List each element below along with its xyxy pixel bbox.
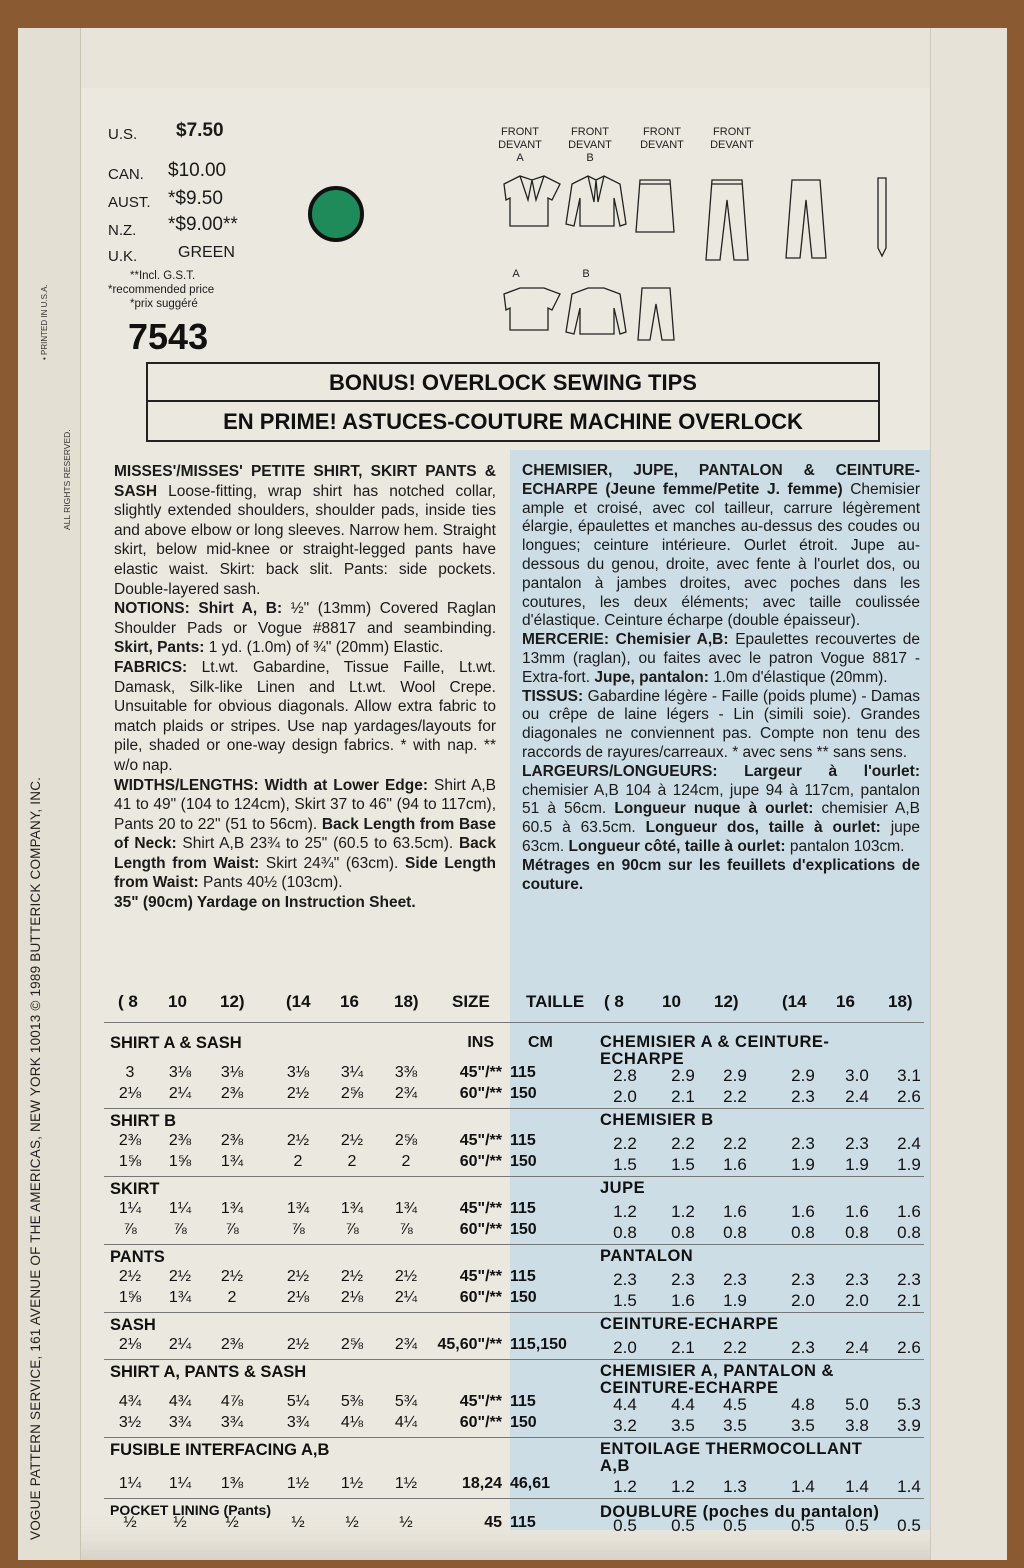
yardage-cell-en: 1¼	[118, 1200, 142, 1217]
yardage-cell-fr: 5.3	[897, 1395, 921, 1414]
yardage-ins: 18,24	[461, 1475, 502, 1492]
yardage-cell-fr: 0.5	[845, 1516, 869, 1535]
yardage-cell-en: 1⅝	[118, 1289, 142, 1306]
yardage-cell-en: 3¼	[340, 1064, 364, 1081]
yardage-cell-fr: 2.3	[613, 1270, 637, 1289]
mercerie-text2: 1.0m d'élastique (20mm).	[708, 668, 888, 686]
section-title-fr: JUPE	[600, 1179, 646, 1197]
yardage-cell-en: 1¼	[118, 1475, 142, 1492]
yardage-cell-en: 1½	[394, 1475, 418, 1492]
metrages-note: Métrages en 90cm sur les feuillets d'explications de couture.	[522, 856, 920, 893]
section-title-fr: CHEMISIER A, PANTALON & CEINTURE-ECHARPE	[600, 1362, 834, 1397]
yardage-cell-en: ½	[345, 1514, 359, 1531]
yardage-cell-en: 2⅛	[118, 1336, 142, 1353]
yardage-cell-en: 4¼	[394, 1414, 418, 1431]
yardage-cell-en: 2⅜	[220, 1132, 244, 1149]
yardage-cell-en: 3½	[118, 1414, 142, 1431]
desc-fr-title: CHEMISIER, JUPE, PANTALON & CEINTURE-ECHARPE (Jeune femme/Petite J. femme)	[522, 462, 920, 498]
yardage-cell-en: 2⅝	[394, 1132, 418, 1149]
yardage-cell-fr: 3.0	[845, 1066, 869, 1085]
yardage-cell-en: 1¾	[168, 1289, 192, 1306]
yardage-cell-fr: 1.9	[791, 1155, 815, 1174]
yardage-cell-en: 2⅝	[340, 1336, 364, 1353]
yardage-cell-fr: 2.4	[845, 1087, 869, 1106]
size-header-en: 12)	[220, 992, 245, 1011]
yardage-cell-en: 2½	[286, 1085, 310, 1102]
yardage-cell-en: 2⅜	[168, 1132, 192, 1149]
yardage-cell-en: 2½	[220, 1268, 244, 1285]
yardage-note: 35" (90cm) Yardage on Instruction Sheet.	[114, 894, 416, 912]
yardage-cell-en: 2½	[286, 1132, 310, 1149]
yardage-cm: 150	[510, 1289, 537, 1306]
yardage-cell-fr: 1.2	[671, 1202, 695, 1221]
yardage-cm: 115	[510, 1064, 536, 1081]
yardage-cell-en: 2½	[286, 1268, 310, 1285]
table-rule	[104, 1108, 924, 1109]
yardage-cell-en: 2¼	[168, 1336, 192, 1353]
yardage-cell-fr: 0.5	[671, 1516, 695, 1535]
yardage-cell-en: ⅞	[399, 1221, 413, 1238]
view-label-back-b: B	[582, 268, 590, 280]
yardage-cell-en: 1⅝	[168, 1153, 192, 1170]
yardage-cell-fr: 4.4	[671, 1395, 695, 1414]
yardage-cell-en: 1½	[340, 1475, 364, 1492]
section-title-fr: CHEMISIER B	[600, 1111, 714, 1129]
yardage-cell-fr: 1.4	[845, 1477, 869, 1496]
yardage-cell-en: 3	[125, 1064, 135, 1081]
yardage-cm: 150	[510, 1414, 537, 1431]
yardage-cell-fr: 0.8	[897, 1223, 921, 1242]
yardage-cell-fr: 2.8	[613, 1066, 637, 1085]
yardage-cm: 115	[510, 1200, 536, 1217]
yardage-cell-en: ⅞	[123, 1221, 137, 1238]
desc-en-body: Loose-fitting, wrap shirt has notched collar, slightly extended shoulders, shoulder pads, inside ties and above elbow or long sleeves. Narrow hem. Straight skirt, below mid-knee or straight-legged pants have elastic waist. Skirt: back slit. Pants: side pockets. Double-layered sash.	[114, 482, 496, 598]
yardage-cell-en: 1¾	[286, 1200, 310, 1217]
yardage-cell-fr: 0.8	[845, 1223, 869, 1242]
price-can-label: CAN.	[108, 166, 144, 183]
back-waist-text: Skirt 24¾" (63cm).	[259, 854, 405, 872]
pants-back-icon	[638, 288, 674, 340]
price-can-value: $10.00	[168, 160, 227, 181]
section-title-fr: DOUBLURE (poches du pantalon)	[600, 1503, 880, 1521]
yardage-cell-en: 2½	[394, 1268, 418, 1285]
yardage-ins: 45,60"/**	[437, 1336, 502, 1353]
banner-french: EN PRIME! ASTUCES-COUTURE MACHINE OVERLOCK	[146, 400, 880, 442]
yardage-cell-fr: 1.2	[613, 1477, 637, 1496]
yardage-cell-fr: 1.2	[671, 1477, 695, 1496]
yardage-cell-fr: 2.4	[845, 1338, 869, 1357]
garment-sketches	[490, 170, 910, 350]
yardage-cell-fr: 2.3	[791, 1270, 815, 1289]
yardage-cell-en: 3¾	[286, 1414, 310, 1431]
size-header-fr: 12)	[714, 992, 739, 1011]
yardage-cell-en: 3⅛	[286, 1064, 310, 1081]
back-length-label: Back Length from Base of Neck:	[114, 815, 496, 853]
ins-label: INS	[467, 1034, 494, 1051]
yardage-cell-fr: 0.5	[791, 1516, 815, 1535]
yardage-cell-fr: 3.5	[671, 1416, 695, 1435]
price-nz-label: N.Z.	[108, 222, 137, 239]
section-title-fr: CHEMISIER A & CEINTURE- ECHARPE	[600, 1033, 830, 1068]
yardage-cell-fr: 0.5	[613, 1516, 637, 1535]
yardage-cell-fr: 1.6	[845, 1202, 869, 1221]
yardage-cell-en: ⅞	[291, 1221, 305, 1238]
tissus-text: Gabardine légère - Faille (poids plume) - Damas ou crêpe de laine légers - Lin (simili soie). Grandes diagonales ne conviennent pas. Compte non tenu des raccords de rayures/carreaux. * avec sens ** sans sens.	[522, 687, 920, 761]
back-waist-label: Back Length from Waist:	[114, 835, 496, 872]
sash-icon	[878, 178, 886, 256]
table-rule	[104, 1022, 924, 1023]
shirt-a-back-icon	[504, 288, 560, 330]
yardage-cm: 150	[510, 1085, 537, 1102]
yardage-cell-fr: 4.4	[613, 1395, 637, 1414]
yardage-cell-en: 5⅜	[340, 1393, 364, 1410]
yardage-cell-en: 4⅞	[220, 1393, 244, 1410]
yardage-cell-fr: 1.5	[671, 1155, 695, 1174]
desc-en-title: MISSES'/MISSES' PETITE SHIRT, SKIRT PANTS & SASH	[114, 463, 496, 500]
yardage-ins: 60"/**	[459, 1289, 502, 1306]
yardage-cell-fr: 2.6	[897, 1338, 921, 1357]
widths-text: Shirt A,B 41 to 49" (104 to 124cm), Skirt 37 to 46" (94 to 117cm), Pants 20 to 22" (51 to 56cm).	[114, 776, 496, 833]
yardage-cell-en: 2½	[340, 1132, 364, 1149]
yardage-cm: 46,61	[510, 1475, 551, 1492]
size-header-en: 18)	[394, 992, 419, 1011]
yardage-cell-en: 2⅜	[220, 1336, 244, 1353]
yardage-cell-fr: 1.6	[791, 1202, 815, 1221]
yardage-cell-fr: 2.6	[897, 1087, 921, 1106]
yardage-cell-fr: 3.5	[723, 1416, 747, 1435]
yardage-cell-fr: 0.8	[671, 1223, 695, 1242]
yardage-cell-fr: 2.4	[897, 1134, 921, 1153]
yardage-ins: 60"/**	[459, 1085, 502, 1102]
view-label-front-b: FRONT DEVANT B	[568, 126, 612, 164]
yardage-cell-en: 1⅝	[118, 1153, 142, 1170]
yardage-cell-en: 1⅜	[220, 1475, 244, 1492]
yardage-cell-en: 2½	[118, 1268, 142, 1285]
size-header-fr: 16	[836, 992, 855, 1011]
yardage-cell-en: 4⅛	[340, 1414, 364, 1431]
yardage-cell-en: 2¼	[394, 1289, 418, 1306]
yardage-ins: 45"/**	[459, 1268, 502, 1285]
yardage-cell-fr: 3.8	[845, 1416, 869, 1435]
price-nz-value: *$9.00**	[168, 214, 238, 235]
yardage-cell-en: 1¼	[168, 1200, 192, 1217]
yardage-cell-fr: 1.9	[897, 1155, 921, 1174]
yardage-cell-fr: 1.5	[613, 1155, 637, 1174]
view-label-pants: FRONT DEVANT	[710, 126, 754, 151]
cm-label: CM	[528, 1034, 553, 1051]
yardage-cell-fr: 1.9	[723, 1291, 747, 1310]
yardage-cell-en: 2⅛	[340, 1289, 364, 1306]
yardage-cell-en: 3⅛	[220, 1064, 244, 1081]
section-title-en: PANTS	[110, 1248, 165, 1266]
yardage-cell-fr: 0.5	[897, 1516, 921, 1535]
dos-label: Longueur dos, taille à ourlet:	[645, 819, 881, 837]
yardage-cell-en: ½	[225, 1514, 239, 1531]
widths-label: WIDTHS/LENGTHS: Width at Lower Edge:	[114, 776, 428, 794]
yardage-cell-en: 2	[347, 1153, 357, 1170]
yardage-cell-fr: 2.0	[613, 1338, 637, 1357]
yardage-cell-en: 2	[227, 1289, 237, 1306]
table-rule	[104, 1437, 924, 1438]
yardage-cell-fr: 2.2	[723, 1087, 747, 1106]
cote-label: Longueur côté, taille à ourlet:	[568, 837, 786, 855]
fabrics-text: Lt.wt. Gabardine, Tissue Faille, Lt.wt. Damask, Silk-like Linen and Lt.wt. Wool Crepe. Unsuitable for obvious diagonals. Allow extra fabric to match plaids or stripes. Use nap yardages/layouts for pile, shaded or one-way design fabrics. * with nap. ** w/o nap.	[114, 658, 496, 774]
yardage-cell-en: 2⅛	[118, 1085, 142, 1102]
description-french	[522, 462, 920, 894]
nuque-label: Longueur nuque à ourlet:	[614, 800, 814, 818]
green-dot-icon	[308, 186, 364, 242]
table-rule	[104, 1244, 924, 1245]
gst-note: **Incl. G.S.T.	[130, 270, 196, 282]
yardage-cell-fr: 2.9	[671, 1066, 695, 1085]
yardage-cell-en: 3¾	[168, 1414, 192, 1431]
description-english	[114, 462, 496, 913]
section-title-en: POCKET LINING (Pants)	[110, 1502, 272, 1518]
yardage-cell-en: 4¾	[168, 1393, 192, 1410]
view-label-back-a: A	[512, 268, 520, 280]
yardage-cell-en: 2	[401, 1153, 411, 1170]
yardage-cell-en: ⅞	[345, 1221, 359, 1238]
yardage-cell-en: ½	[291, 1514, 305, 1531]
yardage-cell-en: 5¾	[394, 1393, 418, 1410]
price-aust-label: AUST.	[108, 194, 151, 211]
yardage-ins: 60"/**	[459, 1153, 502, 1170]
yardage-cm: 115	[510, 1393, 536, 1410]
yardage-cell-fr: 3.1	[897, 1066, 921, 1085]
yardage-cell-en: 3⅜	[394, 1064, 418, 1081]
spine-printed: • PRINTED IN U.S.A.	[40, 284, 49, 360]
yardage-cell-fr: 1.5	[613, 1291, 637, 1310]
size-header-fr: 18)	[888, 992, 913, 1011]
table-rule	[104, 1176, 924, 1177]
yardage-cell-en: 2½	[286, 1336, 310, 1353]
yardage-cell-fr: 0.8	[723, 1223, 747, 1242]
table-rule	[104, 1312, 924, 1313]
section-title-en: FUSIBLE INTERFACING A,B	[110, 1441, 330, 1459]
yardage-cell-fr: 2.3	[845, 1270, 869, 1289]
section-title-fr: CEINTURE-ECHARPE	[600, 1315, 779, 1333]
section-title-en: SHIRT A & SASH	[110, 1034, 242, 1052]
yardage-cell-en: 2¾	[394, 1085, 418, 1102]
yardage-cell-fr: 1.9	[845, 1155, 869, 1174]
yardage-cell-fr: 1.6	[897, 1202, 921, 1221]
yardage-cell-fr: 4.8	[791, 1395, 815, 1414]
yardage-cell-fr: 1.3	[723, 1477, 747, 1496]
size-header-fr: (14	[782, 992, 807, 1011]
yardage-cell-en: 3¾	[220, 1414, 244, 1431]
size-header-en: 10	[168, 992, 187, 1011]
yardage-cell-fr: 2.3	[845, 1134, 869, 1153]
recommended-note: *recommended price	[108, 284, 215, 296]
yardage-cell-en: 1¾	[340, 1200, 364, 1217]
mercerie-text: Epaulettes recouvertes de 13mm (raglan), ou faites avec le patron Vogue 8817 - Extra-fort.	[522, 631, 920, 686]
largeurs-text: chemisier A,B 104 à 124cm, jupe 94 à 117cm, pantalon 51 à 56cm.	[522, 781, 920, 818]
shirt-a-front-icon	[504, 176, 560, 226]
section-title-en: SASH	[110, 1316, 156, 1334]
pants-alt-icon	[786, 180, 826, 258]
yardage-cell-fr: 0.8	[613, 1223, 637, 1242]
mercerie-label: MERCERIE: Chemisier A,B:	[522, 631, 729, 649]
yardage-cm: 150	[510, 1153, 537, 1170]
yardage-cell-fr: 2.3	[897, 1270, 921, 1289]
yardage-cell-fr: 2.9	[723, 1066, 747, 1085]
table-rule	[104, 1498, 924, 1499]
yardage-cell-fr: 1.4	[791, 1477, 815, 1496]
size-header-fr: ( 8	[604, 992, 624, 1011]
yardage-cell-fr: 2.2	[723, 1338, 747, 1357]
spine-address: VOGUE PATTERN SERVICE, 161 AVENUE OF THE AMERICAS, NEW YORK 10013 © 1989 BUTTERICK COMPANY, INC.	[28, 776, 43, 1540]
mercerie-label2: Jupe, pantalon:	[594, 668, 709, 686]
top-flap	[80, 28, 930, 88]
size-label: SIZE	[452, 992, 490, 1011]
section-title-en: SHIRT B	[110, 1112, 176, 1130]
taille-label: TAILLE	[526, 992, 585, 1011]
yardage-cell-en: 1½	[286, 1475, 310, 1492]
largeurs-label: LARGEURS/LONGUEURS: Largeur à l'ourlet:	[522, 762, 920, 780]
yardage-cell-fr: 1.4	[897, 1477, 921, 1496]
yardage-ins: 45"/**	[459, 1200, 502, 1217]
yardage-cell-en: ½	[399, 1514, 413, 1531]
yardage-cell-fr: 3.9	[897, 1416, 921, 1435]
yardage-cell-fr: 2.3	[723, 1270, 747, 1289]
yardage-cell-fr: 2.2	[671, 1134, 695, 1153]
yardage-cell-en: 1¾	[220, 1153, 244, 1170]
yardage-cell-en: 2¾	[394, 1336, 418, 1353]
yardage-cell-en: 2¼	[168, 1085, 192, 1102]
spine-rights: ALL RIGHTS RESERVED.	[62, 429, 72, 530]
notions-label: NOTIONS: Shirt A, B:	[114, 600, 283, 618]
yardage-cell-en: 2⅜	[118, 1132, 142, 1149]
price-us-value: $7.50	[176, 120, 224, 141]
yardage-cell-fr: 1.6	[723, 1155, 747, 1174]
pants-front-icon	[706, 180, 748, 260]
notions-text2: 1 yd. (1.0m) of ¾" (20mm) Elastic.	[204, 639, 444, 657]
yardage-cell-fr: 0.5	[723, 1516, 747, 1535]
banner-english: BONUS! OVERLOCK SEWING TIPS	[146, 362, 880, 402]
yardage-cell-fr: 2.3	[791, 1087, 815, 1106]
yardage-cell-en: 2	[293, 1153, 303, 1170]
price-us-label: U.S.	[108, 126, 138, 143]
dos-text: jupe 63cm.	[522, 819, 920, 855]
section-title-fr: ENTOILAGE THERMOCOLLANT A,B	[600, 1440, 863, 1475]
section-title-en: SHIRT A, PANTS & SASH	[110, 1363, 307, 1381]
skirt-front-icon	[636, 180, 674, 232]
shirt-b-back-icon	[566, 288, 626, 334]
prix-note: *prix suggéré	[130, 298, 198, 310]
side-length-text: Pants 40½ (103cm).	[198, 874, 343, 892]
nuque-text: chemisier A,B 60.5 à 63.5cm.	[522, 800, 920, 837]
yardage-ins: 45"/**	[459, 1393, 502, 1410]
yardage-ins: 45"/**	[459, 1064, 502, 1081]
yardage-cm: 115	[510, 1268, 536, 1285]
yardage-cell-en: ⅞	[173, 1221, 187, 1238]
yardage-cell-en: 2⅛	[286, 1289, 310, 1306]
size-header-en: (14	[286, 992, 311, 1011]
size-header-en: ( 8	[118, 992, 138, 1011]
yardage-cell-fr: 2.3	[791, 1134, 815, 1153]
yardage-cell-fr: 3.5	[791, 1416, 815, 1435]
view-label-skirt: FRONT DEVANT	[640, 126, 684, 151]
yardage-cell-fr: 4.5	[723, 1395, 747, 1414]
desc-fr-body: Chemisier ample et croisé, avec col tailleur, carrure légèrement élargie, épaulettes et manches au-dessus des coudes ou longues; ceinture intérieure. Ourlet étroit. Jupe au-dessous du genou, droite, avec fente à l'ourlet dos, ou pantalon à jambes droites, avec poches dans les coutures, les deux éléments; avec taille coulissée d'élastique. Ceinture écharpe (double épaisseur).	[522, 480, 920, 630]
tissus-label: TISSUS:	[522, 687, 584, 705]
price-uk-value: GREEN	[178, 244, 235, 261]
yardage-cm: 115	[510, 1514, 536, 1531]
yardage-cell-en: 1¼	[168, 1475, 192, 1492]
shirt-b-front-icon	[566, 176, 626, 226]
pattern-number: 7543	[128, 316, 209, 357]
yardage-cell-en: 1¾	[220, 1200, 244, 1217]
yardage-cell-fr: 2.0	[791, 1291, 815, 1310]
yardage-cell-fr: 2.2	[613, 1134, 637, 1153]
yardage-cell-fr: 0.8	[791, 1223, 815, 1242]
yardage-ins: 60"/**	[459, 1221, 502, 1238]
yardage-cell-en: 2⅝	[340, 1085, 364, 1102]
yardage-cell-fr: 2.2	[723, 1134, 747, 1153]
yardage-cell-fr: 1.2	[613, 1202, 637, 1221]
yardage-ins: 60"/**	[459, 1414, 502, 1431]
yardage-cell-fr: 3.2	[613, 1416, 637, 1435]
price-aust-value: *$9.50	[168, 188, 223, 209]
size-header-fr: 10	[662, 992, 681, 1011]
yardage-cell-fr: 2.0	[845, 1291, 869, 1310]
yardage-ins: 45"/**	[459, 1132, 502, 1149]
yardage-cell-fr: 2.1	[671, 1338, 695, 1357]
section-title-en: SKIRT	[110, 1180, 160, 1198]
yardage-cell-fr: 2.1	[897, 1291, 921, 1310]
yardage-cell-en: 3⅛	[168, 1064, 192, 1081]
yardage-cell-en: 4¾	[118, 1393, 142, 1410]
yardage-cell-en: ½	[173, 1514, 187, 1531]
right-flap	[930, 28, 1007, 1560]
yardage-cell-fr: 2.3	[791, 1338, 815, 1357]
yardage-cell-en: 2½	[168, 1268, 192, 1285]
yardage-cell-fr: 5.0	[845, 1395, 869, 1414]
yardage-cell-fr: 2.1	[671, 1087, 695, 1106]
notions-label2: Skirt, Pants:	[114, 639, 205, 657]
yardage-cell-fr: 1.6	[671, 1291, 695, 1310]
section-title-fr: PANTALON	[600, 1247, 694, 1265]
side-length-label: Side Length from Waist:	[114, 854, 496, 892]
yardage-cell-en: 2½	[340, 1268, 364, 1285]
back-length-text: Shirt A,B 23¾ to 25" (60.5 to 63.5cm).	[176, 835, 459, 853]
yardage-cm: 150	[510, 1221, 537, 1238]
price-uk-label: U.K.	[108, 248, 138, 265]
yardage-cell-fr: 1.6	[723, 1202, 747, 1221]
view-label-front-a: FRONT DEVANT A	[498, 126, 542, 164]
notions-text: ½" (13mm) Covered Raglan Shoulder Pads or Vogue #8817 and seambinding.	[114, 600, 496, 637]
yardage-cell-en: 2⅜	[220, 1085, 244, 1102]
yardage-cell-fr: 2.0	[613, 1087, 637, 1106]
yardage-cell-en: ⅞	[225, 1221, 239, 1238]
yardage-cm: 115,150	[510, 1336, 567, 1353]
yardage-cell-fr: 2.3	[671, 1270, 695, 1289]
yardage-ins: 45	[484, 1514, 502, 1531]
table-rule	[104, 1359, 924, 1360]
yardage-cell-en: ½	[123, 1514, 137, 1531]
cote-text: pantalon 103cm.	[785, 837, 905, 855]
yardage-cell-fr: 2.9	[791, 1066, 815, 1085]
yardage-cell-en: 5¼	[286, 1393, 310, 1410]
yardage-cell-en: 1¾	[394, 1200, 418, 1217]
fabrics-label: FABRICS:	[114, 658, 188, 676]
size-header-en: 16	[340, 992, 359, 1011]
yardage-cm: 115	[510, 1132, 536, 1149]
